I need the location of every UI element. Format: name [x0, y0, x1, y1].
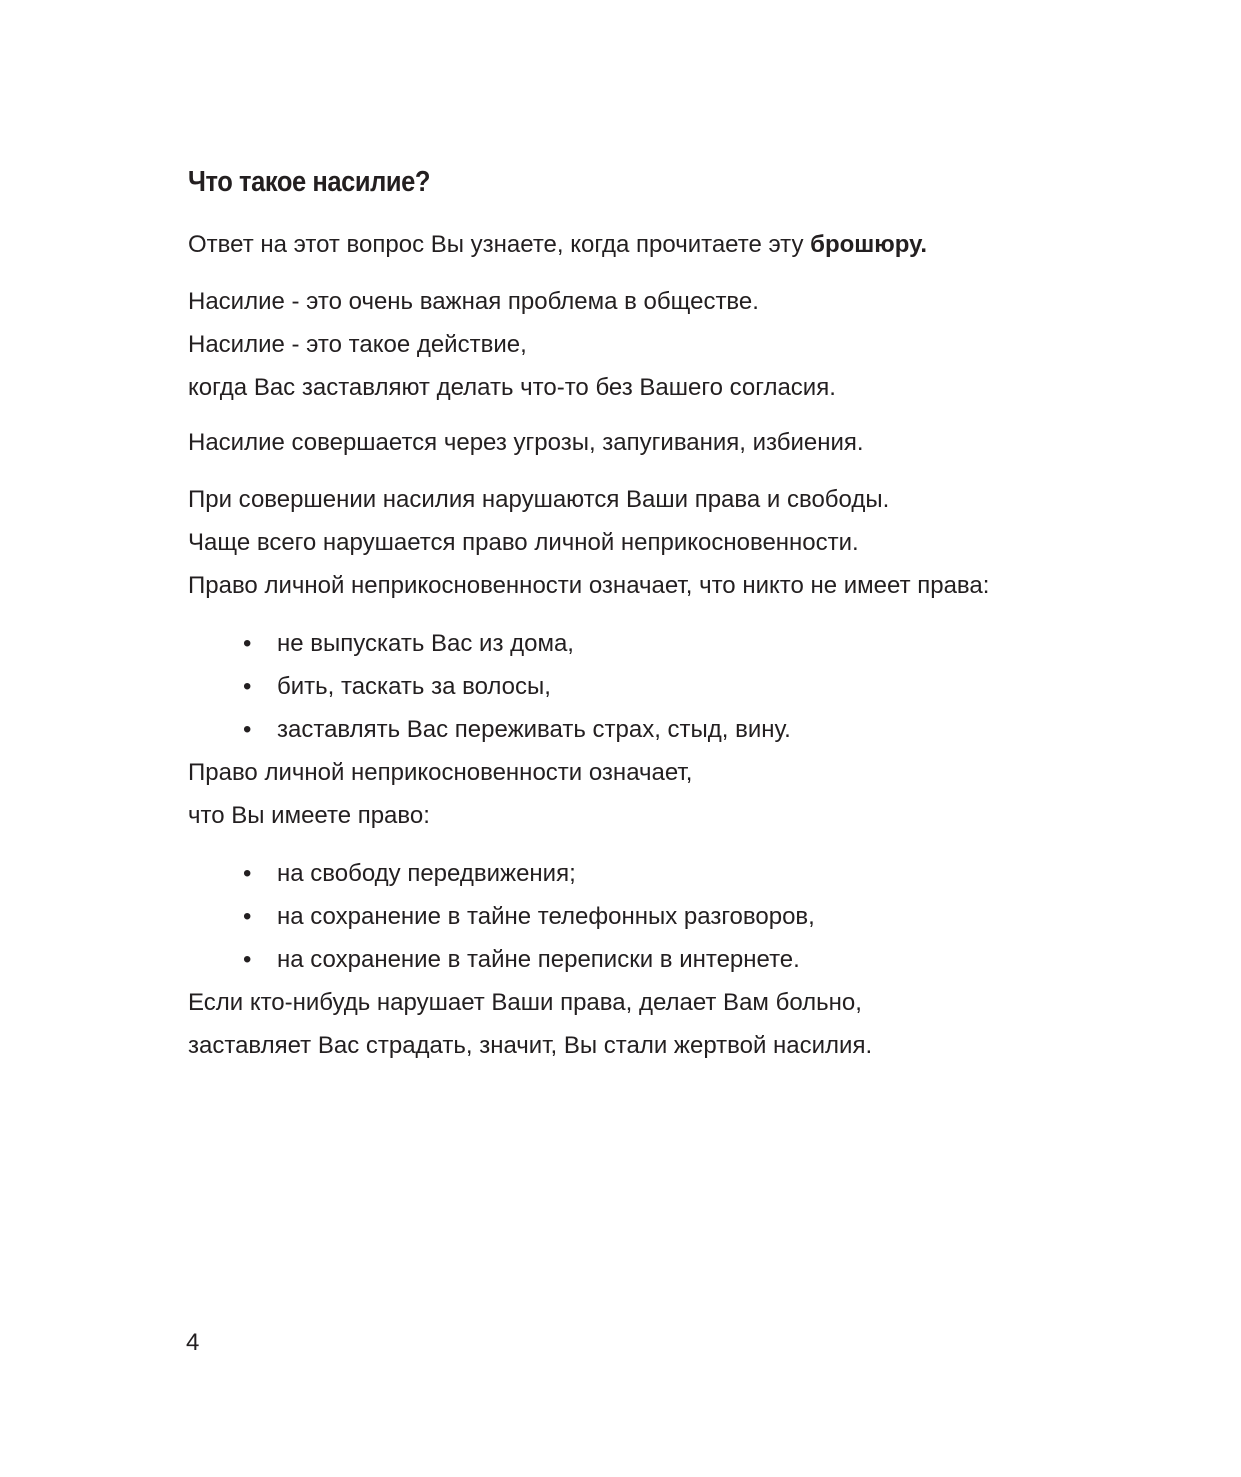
bullet-icon: •	[243, 630, 252, 657]
paragraph-line: Чаще всего нарушается право личной неприкосновенности.	[188, 529, 859, 556]
page-number: 4	[186, 1329, 200, 1356]
paragraph-line: что Вы имеете право:	[188, 802, 430, 829]
list-item-text: на сохранение в тайне телефонных разговоров,	[277, 903, 815, 930]
paragraph-line: Право личной неприкосновенности означает, что никто не имеет права:	[188, 572, 990, 599]
paragraph-line: Право личной неприкосновенности означает,	[188, 759, 693, 786]
paragraph-line: заставляет Вас страдать, значит, Вы стали жертвой насилия.	[188, 1032, 873, 1059]
list-item	[243, 902, 815, 932]
page-title: Что такое насилие?	[188, 166, 431, 198]
list-item	[243, 629, 574, 659]
intro-text: Ответ на этот вопрос Вы узнаете, когда прочитаете эту	[188, 231, 811, 258]
intro-paragraph	[188, 230, 927, 260]
list-item-text: бить, таскать за волосы,	[277, 673, 551, 700]
paragraph-line: Если кто-нибудь нарушает Ваши права, делает Вам больно,	[188, 989, 862, 1016]
bullet-icon: •	[243, 946, 252, 973]
bullet-icon: •	[243, 860, 252, 887]
list-item-text: на сохранение в тайне переписки в интернете.	[277, 946, 800, 973]
list-item-text: заставлять Вас переживать страх, стыд, вину.	[277, 716, 791, 743]
paragraph-line: Насилие - это очень важная проблема в обществе.	[188, 288, 759, 315]
list-item	[243, 859, 576, 889]
paragraph-line: когда Вас заставляют делать что-то без Вашего согласия.	[188, 374, 836, 401]
list-item	[243, 715, 791, 745]
paragraph-line: Насилие - это такое действие,	[188, 331, 527, 358]
bullet-icon: •	[243, 716, 252, 743]
bullet-icon: •	[243, 903, 252, 930]
intro-bold-word: брошюру.	[810, 231, 928, 258]
paragraph-line: При совершении насилия нарушаются Ваши права и свободы.	[188, 486, 890, 513]
list-item-text: не выпускать Вас из дома,	[277, 630, 574, 657]
list-item	[243, 945, 800, 975]
list-item	[243, 672, 551, 702]
paragraph-line: Насилие совершается через угрозы, запугивания, избиения.	[188, 429, 864, 456]
bullet-icon: •	[243, 673, 252, 700]
list-item-text: на свободу передвижения;	[277, 860, 576, 887]
